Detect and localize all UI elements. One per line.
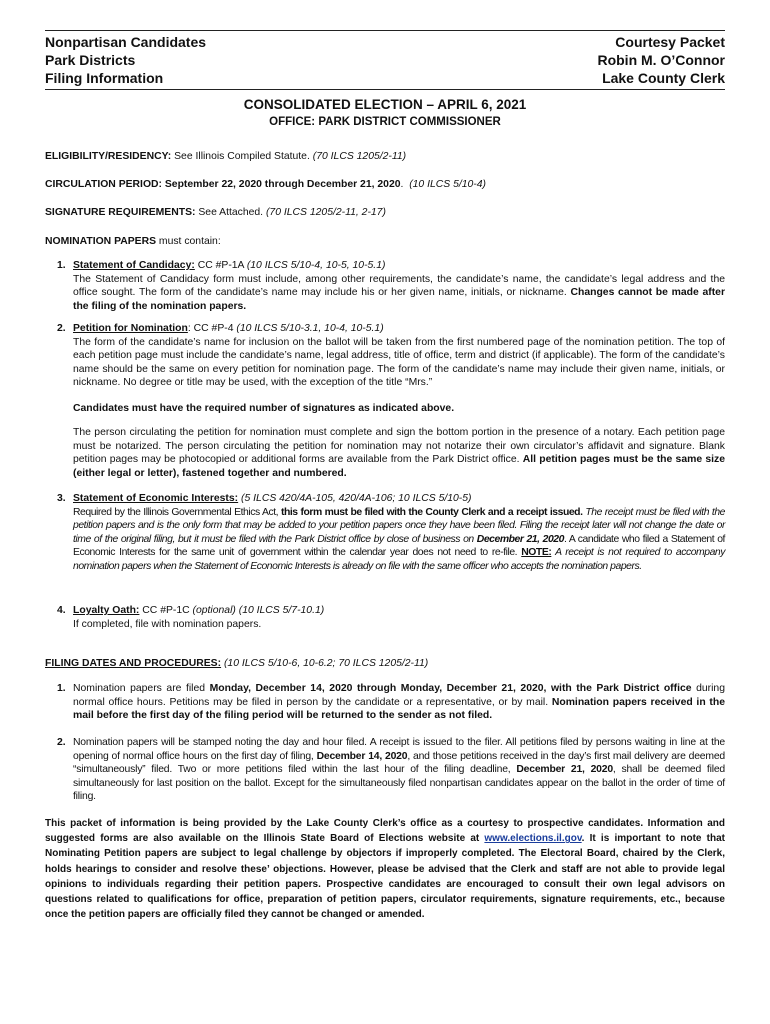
filing-item-1 bbox=[57, 682, 725, 723]
item-cite: (10 ILCS 5/10-4, 10-5, 10-5.1) bbox=[246, 260, 386, 271]
top-rule bbox=[45, 30, 725, 31]
filing-text-2: , and those petitions received in the day’s first mail delivery are deemed “simultaneously” filed. Two or more petitions filed within the last hour of the filing deadline, bbox=[73, 750, 725, 776]
eligibility-text: See Illinois Compiled Statute. bbox=[171, 151, 313, 162]
header-right bbox=[597, 33, 725, 87]
disclaimer-text-2: . It is important to note that Nominating Petition papers are subject to legal challenge by objectors if improperly completed. The Electoral Board, chaired by the Clerk, holds hearings to consider and resolve these’ objections. However, please be advised that the Clerk and staff are not able to provide legal opinions to individuals regarding their petition papers. Prospective candidates are encouraged to consult their own legal advisors on questions related to qualifications for office, preparation of petition papers, circulator requirements, signature requirements, etc., because once the petition papers are officially filed they cannot be changed or amended. bbox=[45, 833, 725, 921]
filing-text-3: , shall be deemed filed simultaneously for last position on the ballot. Except for the simultaneously filed nonpartisan candidates appear on the ballot in the order of time of filing. bbox=[73, 764, 725, 803]
filing-number: 2. bbox=[57, 737, 66, 748]
item-statement-of-candidacy bbox=[57, 259, 725, 313]
eligibility-label: ELIGIBILITY/RESIDENCY: bbox=[45, 151, 172, 162]
signature-text: See Attached. bbox=[195, 207, 266, 218]
signature-label: SIGNATURE REQUIREMENTS: bbox=[45, 207, 196, 218]
circulation-section bbox=[45, 178, 725, 191]
item-heading: Statement of Economic Interests: bbox=[73, 493, 239, 504]
filing-bold-2: Nomination papers received in the mail before the first day of the filing period will be returned to the sender as not filed. bbox=[73, 696, 725, 722]
filing-bold-1: Monday, December 14, 2020 through Monday, December 21, 2020, with the Park District office bbox=[209, 683, 692, 694]
filing-cite: (10 ILCS 5/10-6, 10-6.2; 70 ILCS 1205/2-11) bbox=[221, 658, 429, 669]
courtesy-disclaimer bbox=[45, 816, 725, 922]
item-bold-1: this form must be filed with the County Clerk and a receipt issued. bbox=[280, 506, 583, 518]
filing-date-1: December 14, 2020 bbox=[316, 750, 408, 762]
circulator-bold: All petition pages must be the same size (either legal or letter), fastened together and numbered. bbox=[73, 454, 725, 479]
item-heading: Loyalty Oath: bbox=[73, 605, 140, 616]
circulator-paragraph bbox=[73, 426, 725, 480]
header-right-line-3: Lake County Clerk bbox=[602, 70, 725, 86]
item-text-1: Required by the Illinois Governmental Ethics Act, bbox=[73, 506, 281, 518]
filing-text-2: during normal office hours. Petitions may be filed in person by the candidate or a representative, or by mail. bbox=[73, 683, 725, 708]
filing-number: 1. bbox=[57, 683, 66, 694]
item-heading: Statement of Candidacy: bbox=[73, 260, 195, 271]
circulation-dot: . bbox=[400, 179, 404, 190]
header-left-line-1: Nonpartisan Candidates bbox=[45, 34, 207, 50]
header-right-line-2: Robin M. O’Connor bbox=[597, 52, 725, 68]
item-italic-1: The receipt must be filed with the petition papers and is the only form that may be added to your petition papers once they have been filed. Filing the receipt later will not change the date or time of the original filing, but it must be filed with the Park District office by close of business on bbox=[73, 506, 726, 545]
item-petition-for-nomination bbox=[57, 322, 725, 390]
item-body-bold: Changes cannot be made after the filing of the nomination papers. bbox=[73, 287, 725, 312]
filing-date-2: December 21, 2020 bbox=[516, 764, 613, 776]
item-text-2: . A candidate who filed a Statement of Economic Interests for the same unit of government within the calendar year does not need to re-file. bbox=[73, 533, 725, 559]
header-right-line-1: Courtesy Packet bbox=[615, 34, 725, 50]
nomination-label: NOMINATION PAPERS bbox=[45, 236, 157, 247]
item-body-text: If completed, file with nomination papers. bbox=[73, 618, 262, 630]
header-rule bbox=[45, 89, 725, 90]
circulation-label: CIRCULATION PERIOD: September 22, 2020 through December 21, 2020 bbox=[45, 179, 401, 190]
nomination-section bbox=[45, 235, 725, 248]
item-number: 4. bbox=[57, 605, 66, 616]
circulator-text: The person circulating the petition for nomination must complete and sign the bottom portion in the presence of a notary. Each petition page must be notarized. The person circulating the petition for nomination may not notarize their own circulator’s affidavit and signature. Blank petition pages may be photocopied or additional forms are available from the Park District office. bbox=[73, 427, 725, 466]
signature-section bbox=[45, 206, 725, 219]
header-left-line-2: Park Districts bbox=[45, 52, 136, 68]
item-cite: (optional) (10 ILCS 5/7-10.1) bbox=[192, 605, 325, 616]
filing-text-1: Nomination papers will be stamped noting the day and hour filed. A receipt is issued to the filer. All petitions filed by persons waiting in line at the opening of normal office hours on the first day of filing, bbox=[73, 737, 725, 762]
item-heading: Petition for Nomination bbox=[73, 323, 188, 334]
signature-cite: (70 ILCS 1205/2-11, 2-17) bbox=[265, 207, 386, 218]
circulation-cite: (10 ILCS 5/10-4) bbox=[409, 179, 487, 190]
item-code: CC #P-1C bbox=[139, 605, 193, 616]
item-number: 1. bbox=[57, 260, 66, 271]
item-number: 2. bbox=[57, 323, 66, 334]
nomination-text: must contain: bbox=[156, 236, 221, 247]
item-body-text: The Statement of Candidacy form must include, among other requirements, the candidate’s name, the candidate’s legal address and the office sought. The form of the candidate’s name may include his or her given name, initials, or nickname. bbox=[73, 273, 725, 299]
page-subtitle: OFFICE: PARK DISTRICT COMMISSIONER bbox=[269, 116, 501, 128]
eligibility-cite: (70 ILCS 1205/2-11) bbox=[312, 151, 407, 162]
item-statement-of-economic-interests bbox=[57, 492, 725, 574]
item-loyalty-oath bbox=[57, 604, 725, 631]
item-number: 3. bbox=[57, 493, 66, 504]
filing-label: FILING DATES AND PROCEDURES: bbox=[45, 658, 222, 669]
item-italic-2: A receipt is not required to accompany nomination papers when the Statement of Economic Interests is already on file with the same officer who accepts the nomination papers. bbox=[73, 547, 725, 572]
item-cite: (5 ILCS 420/4A-105, 420/4A-106; 10 ILCS 5/10-5) bbox=[238, 493, 472, 504]
item-date: December 21, 2020 bbox=[476, 533, 564, 545]
item-body-text: The form of the candidate’s name for inclusion on the ballot will be taken from the first numbered page of the nomination petition. The top of each petition page must include the candidate’s name, legal address, title of office, term and district (if applicable). The form of the candidate’s name should be the same on every petition for nomination page. The form of the candidate’s name may include their given name, initials, or nickname. No degree or title may be used, with the exception of the title “Mrs.” bbox=[73, 336, 725, 389]
elections-website-link[interactable]: www.elections.il.gov bbox=[484, 833, 582, 845]
filing-item-2 bbox=[57, 736, 725, 804]
disclaimer-text-1: This packet of information is being provided by the Lake County Clerk’s office as a courtesy to prospective candidates. Information and suggested forms are also available on the Illinois State Board of Elections website at bbox=[45, 818, 725, 845]
header-left-line-3: Filing Information bbox=[45, 70, 164, 86]
header-left bbox=[45, 33, 206, 87]
filing-section bbox=[45, 657, 725, 670]
signature-requirement-note: Candidates must have the required number of signatures as indicated above. bbox=[73, 403, 455, 414]
item-cite: (10 ILCS 5/10-3.1, 10-4, 10-5.1) bbox=[236, 323, 384, 334]
item-code: CC #P-1A bbox=[194, 260, 247, 271]
filing-text-1: Nomination papers are filed bbox=[73, 683, 210, 694]
item-code: : CC #P-4 bbox=[187, 323, 237, 334]
page-title: CONSOLIDATED ELECTION – APRIL 6, 2021 bbox=[243, 97, 527, 112]
item-note: NOTE: bbox=[521, 547, 552, 559]
eligibility-section bbox=[45, 150, 725, 163]
